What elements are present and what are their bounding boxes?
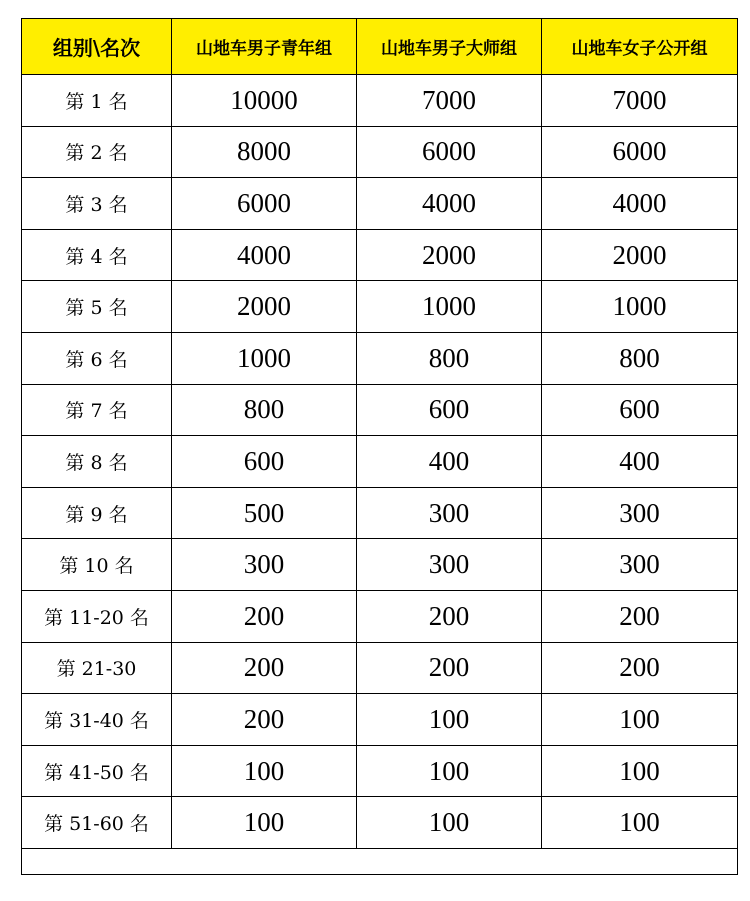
women-open-prize: 7000 [542,75,738,127]
women-open-prize: 200 [542,590,738,642]
women-open-prize: 300 [542,539,738,591]
prize-table-container [21,18,737,875]
men-masters-prize: 300 [357,487,542,539]
men-youth-prize: 4000 [172,229,357,281]
women-open-prize: 1000 [542,281,738,333]
prize-table [21,18,738,875]
header-men-youth: 山地车男子青年组 [172,19,357,75]
men-youth-prize: 600 [172,436,357,488]
table-row [22,745,738,797]
header-women-open: 山地车女子公开组 [542,19,738,75]
women-open-prize: 2000 [542,229,738,281]
empty-footer-row [22,848,738,874]
men-youth-prize: 1000 [172,332,357,384]
table-row [22,436,738,488]
women-open-prize: 4000 [542,178,738,230]
rank-cell: 第 10 名 [22,539,172,591]
table-row [22,178,738,230]
table-row [22,229,738,281]
men-masters-prize: 200 [357,642,542,694]
women-open-prize: 600 [542,384,738,436]
rank-cell: 第 11-20 名 [22,590,172,642]
rank-cell: 第 6 名 [22,332,172,384]
men-masters-prize: 100 [357,694,542,746]
rank-cell: 第 7 名 [22,384,172,436]
men-youth-prize: 500 [172,487,357,539]
table-row [22,642,738,694]
men-masters-prize: 600 [357,384,542,436]
women-open-prize: 100 [542,694,738,746]
men-youth-prize: 100 [172,797,357,849]
men-masters-prize: 7000 [357,75,542,127]
men-masters-prize: 1000 [357,281,542,333]
men-masters-prize: 100 [357,745,542,797]
men-masters-prize: 200 [357,590,542,642]
table-row [22,590,738,642]
rank-cell: 第 8 名 [22,436,172,488]
men-masters-prize: 4000 [357,178,542,230]
men-masters-prize: 100 [357,797,542,849]
rank-cell: 第 9 名 [22,487,172,539]
rank-cell: 第 31-40 名 [22,694,172,746]
men-masters-prize: 2000 [357,229,542,281]
men-youth-prize: 100 [172,745,357,797]
rank-cell: 第 4 名 [22,229,172,281]
rank-cell: 第 1 名 [22,75,172,127]
table-row [22,281,738,333]
men-masters-prize: 400 [357,436,542,488]
table-row [22,694,738,746]
rank-cell: 第 2 名 [22,126,172,178]
men-youth-prize: 300 [172,539,357,591]
header-men-masters: 山地车男子大师组 [357,19,542,75]
men-masters-prize: 6000 [357,126,542,178]
men-youth-prize: 8000 [172,126,357,178]
men-youth-prize: 10000 [172,75,357,127]
empty-footer-cell [22,848,738,874]
header-row [22,19,738,75]
men-masters-prize: 300 [357,539,542,591]
rank-cell: 第 21-30 [22,642,172,694]
men-youth-prize: 200 [172,642,357,694]
men-masters-prize: 800 [357,332,542,384]
women-open-prize: 100 [542,797,738,849]
table-row [22,332,738,384]
rank-cell: 第 5 名 [22,281,172,333]
table-row [22,487,738,539]
women-open-prize: 200 [542,642,738,694]
women-open-prize: 400 [542,436,738,488]
men-youth-prize: 2000 [172,281,357,333]
table-row [22,539,738,591]
women-open-prize: 100 [542,745,738,797]
women-open-prize: 6000 [542,126,738,178]
men-youth-prize: 200 [172,694,357,746]
header-group-rank: 组别\名次 [22,19,172,75]
men-youth-prize: 6000 [172,178,357,230]
women-open-prize: 300 [542,487,738,539]
rank-cell: 第 41-50 名 [22,745,172,797]
table-row [22,126,738,178]
men-youth-prize: 800 [172,384,357,436]
men-youth-prize: 200 [172,590,357,642]
rank-cell: 第 51-60 名 [22,797,172,849]
table-row [22,75,738,127]
rank-cell: 第 3 名 [22,178,172,230]
table-row [22,384,738,436]
women-open-prize: 800 [542,332,738,384]
table-row [22,797,738,849]
